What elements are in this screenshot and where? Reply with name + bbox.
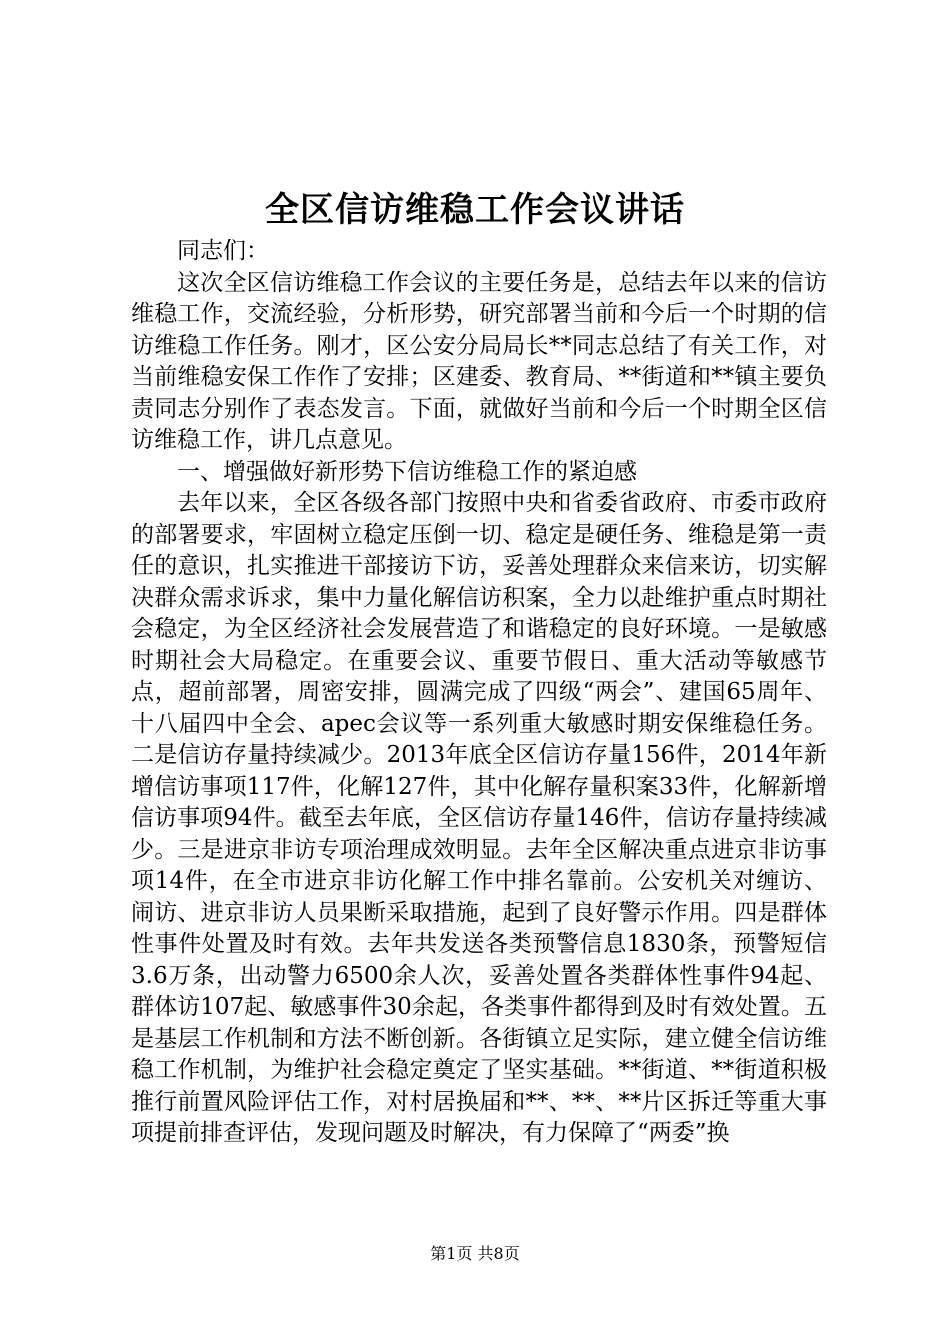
document-body [131, 236, 827, 1150]
paragraph-review: 去年以来，全区各级各部门按照中央和省委省政府、市委市政府的部署要求，牢固树立稳定压倒一切、稳定是硬任务、维稳是第一责任的意识，扎实推进干部接访下访，妥善处理群众来信来访，切实解决群众需求诉求，集中力量化解信访积案，全力以赴维护重点时期社会稳定，为全区经济社会发展营造了和谐稳定的良好环境。一是敏感时期社会大局稳定。在重要会议、重要节假日、重大活动等敏感节点，超前部署，周密安排，圆满完成了四级“两会”、建国65周年、十八届四中全会、apec会议等一系列重大敏感时期安保维稳任务。二是信访存量持续减少。2013年底全区信访存量156件，2014年新增信访事项117件，化解127件，其中化解存量积案33件，化解新增信访事项94件。截至去年底，全区信访存量146件，信访存量持续减少。三是进京非访专项治理成效明显。去年全区解决重点进京非访事项14件，在全市进京非访化解工作中排名靠前。公安机关对缠访、闹访、进京非访人员果断采取措施，起到了良好警示作用。四是群体性事件处置及时有效。去年共发送各类预警信息1830条，预警短信3.6万条，出动警力6500余人次，妥善处置各类群体性事件94起、群体访107起、敏感事件30余起，各类事件都得到及时有效处置。五是基层工作机制和方法不断创新。各街镇立足实际，建立健全信访维稳工作机制，为维护社会稳定奠定了坚实基础。**街道、**街道积极推行前置风险评估工作，对村居换届和**、**、**片区拆迁等重大事项提前排查评估，发现问题及时解决，有力保障了“两委”换 [131, 490, 827, 1146]
salutation: 同志们： [177, 238, 269, 264]
paragraph-intro: 这次全区信访维稳工作会议的主要任务是，总结去年以来的信访维稳工作，交流经验，分析形势，研究部署当前和今后一个时期的信访维稳工作任务。刚才，区公安分局局长**同志总结了有关工作，对当前维稳安保工作作了安排；区建委、教育局、**街道和**镇主要负责同志分别作了表态发言。下面，就做好当前和今后一个时期全区信访维稳工作，讲几点意见。 [131, 269, 827, 453]
document-title: 全区信访维稳工作会议讲话 [265, 190, 685, 230]
page-footer: 第1页 共8页 [430, 1244, 520, 1263]
section-heading: 一、增强做好新形势下信访维稳工作的紧迫感 [177, 458, 637, 485]
